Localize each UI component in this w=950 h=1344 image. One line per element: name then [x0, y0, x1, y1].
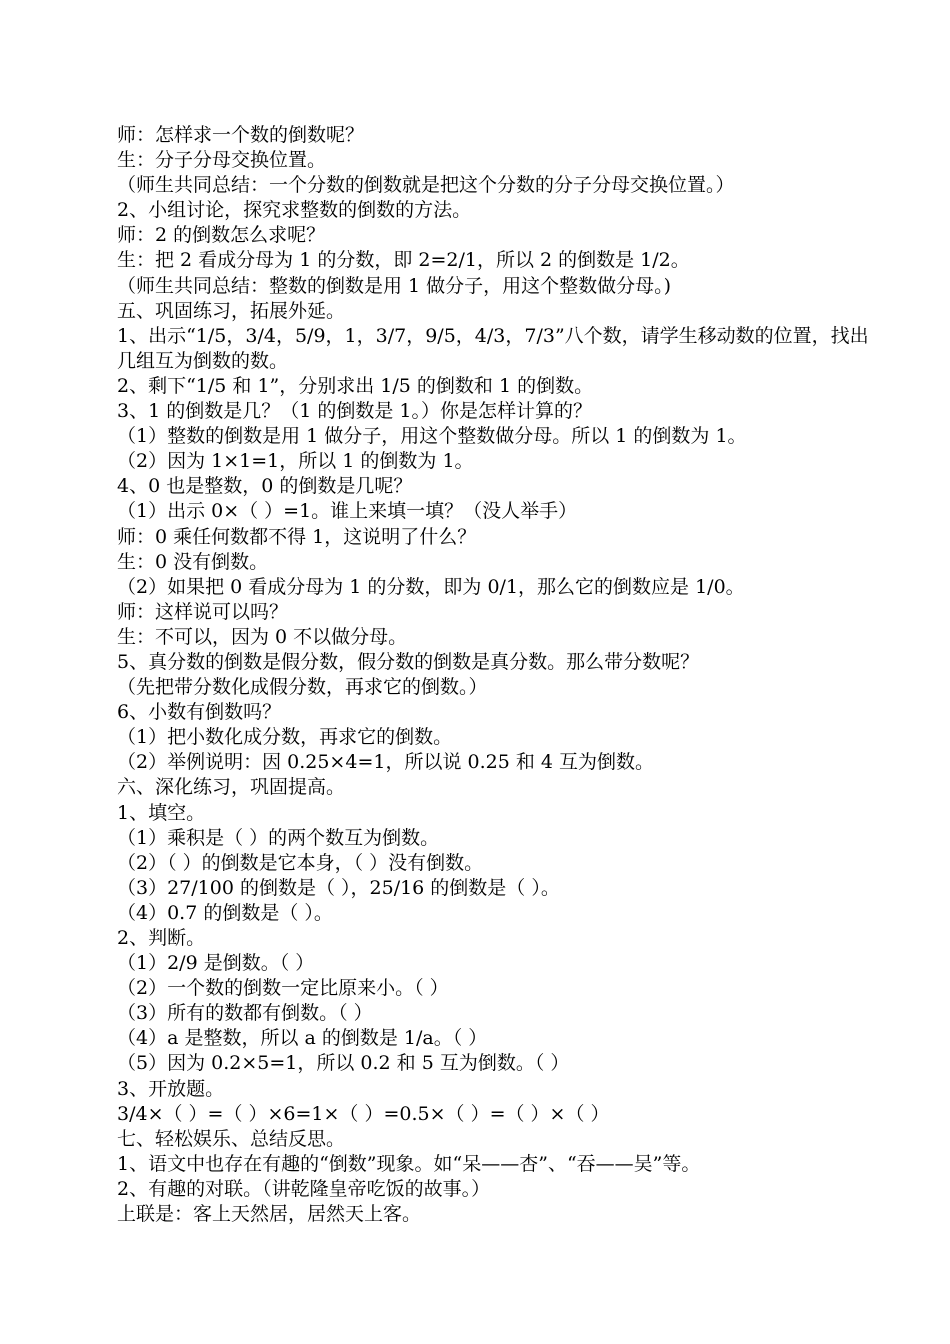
text-line: （师生共同总结：一个分数的倒数就是把这个分数的分子分母交换位置。）	[117, 174, 735, 197]
text-line: 2、有趣的对联。（讲乾隆皇帝吃饭的故事。）	[117, 1177, 491, 1200]
text-line: （2）（ ）的倒数是它本身，（ ）没有倒数。	[117, 851, 484, 874]
text-line: 1、语文中也存在有趣的“倒数”现象。如“呆——杏”、“吞——吴”等。	[117, 1152, 701, 1175]
text-line: 师：这样说可以吗？	[117, 600, 289, 623]
text-line: 师：0 乘任何数都不得 1，这说明了什么？	[117, 525, 477, 548]
text-line: 3/4×（ ）=（ ）×6=1×（ ）=0.5×（ ）=（ ）×（ ）	[117, 1102, 610, 1125]
text-line: （3）所有的数都有倒数。（ ）	[117, 1002, 373, 1025]
text-line: （1）把小数化成分数，再求它的倒数。	[117, 726, 453, 749]
text-line: 6、小数有倒数吗？	[117, 701, 282, 724]
text-line: 2、小组讨论，探究求整数的倒数的方法。	[117, 199, 472, 222]
text-line: （2）举例说明：因 0.25×4=1，所以说 0.25 和 4 互为倒数。	[117, 751, 655, 774]
text-line: 几组互为倒数的数。	[117, 349, 289, 372]
text-line: 1、填空。	[117, 801, 206, 824]
section-heading: 七、轻松娱乐、总结反思。	[117, 1127, 346, 1150]
text-line: 生：分子分母交换位置。	[117, 149, 327, 172]
text-line: （4）0.7 的倒数是（ ）。	[117, 901, 333, 924]
text-line: 1、出示“1/5，3/4，5/9，1，3/7，9/5，4/3，7/3”八个数，请学生移动数的位置，找出	[117, 324, 869, 347]
text-line: 生：把 2 看成分母为 1 的分数，即 2=2/1，所以 2 的倒数是 1/2。	[117, 249, 690, 272]
text-line: （师生共同总结：整数的倒数是用 1 做分子，用这个整数做分母。)	[117, 274, 672, 297]
text-line: 师：2 的倒数怎么求呢？	[117, 224, 326, 247]
text-line: 5、真分数的倒数是假分数，假分数的倒数是真分数。那么带分数呢？	[117, 650, 700, 673]
text-line: 4、0 也是整数，0 的倒数是几呢？	[117, 475, 413, 498]
text-line: 上联是：客上天然居，居然天上客。	[117, 1203, 422, 1226]
text-line: （3）27/100 的倒数是（ ），25/16 的倒数是（ ）。	[117, 876, 560, 899]
text-line: （2）一个数的倒数一定比原来小。（ ）	[117, 977, 449, 1000]
section-heading: 六、深化练习，巩固提高。	[117, 776, 346, 799]
text-line: （1）乘积是（ ）的两个数互为倒数。	[117, 826, 440, 849]
lesson-text	[117, 123, 887, 1227]
text-line: 3、开放题。	[117, 1077, 225, 1100]
text-line: （4）a 是整数，所以 a 的倒数是 1/a。（ ）	[117, 1027, 488, 1050]
text-line: （1）出示 0×（ ）=1。谁上来填一填？（没人举手）	[117, 500, 578, 523]
text-line: 3、1 的倒数是几？（1 的倒数是 1。）你是怎样计算的？	[117, 400, 592, 423]
text-line: 师：怎样求一个数的倒数呢？	[117, 124, 365, 146]
text-line: 生：不可以，因为 0 不以做分母。	[117, 625, 408, 648]
section-heading: 五、巩固练习，拓展外延。	[117, 299, 346, 322]
text-line: （5）因为 0.2×5=1，所以 0.2 和 5 互为倒数。（ ）	[117, 1052, 570, 1075]
text-line: （2）如果把 0 看成分母为 1 的分数，即为 0/1，那么它的倒数应是 1/0。	[117, 575, 745, 598]
text-line: （2）因为 1×1=1，所以 1 的倒数为 1。	[117, 450, 474, 473]
text-line: （1）2/9 是倒数。（ ）	[117, 952, 315, 975]
text-line: 生：0 没有倒数。	[117, 550, 269, 573]
text-line: 2、剩下“1/5 和 1”，分别求出 1/5 的倒数和 1 的倒数。	[117, 374, 594, 397]
text-line: 2、判断。	[117, 927, 206, 949]
text-line: （先把带分数化成假分数，再求它的倒数。）	[117, 676, 488, 699]
text-line: （1）整数的倒数是用 1 做分子，用这个整数做分母。所以 1 的倒数为 1。	[117, 425, 747, 448]
